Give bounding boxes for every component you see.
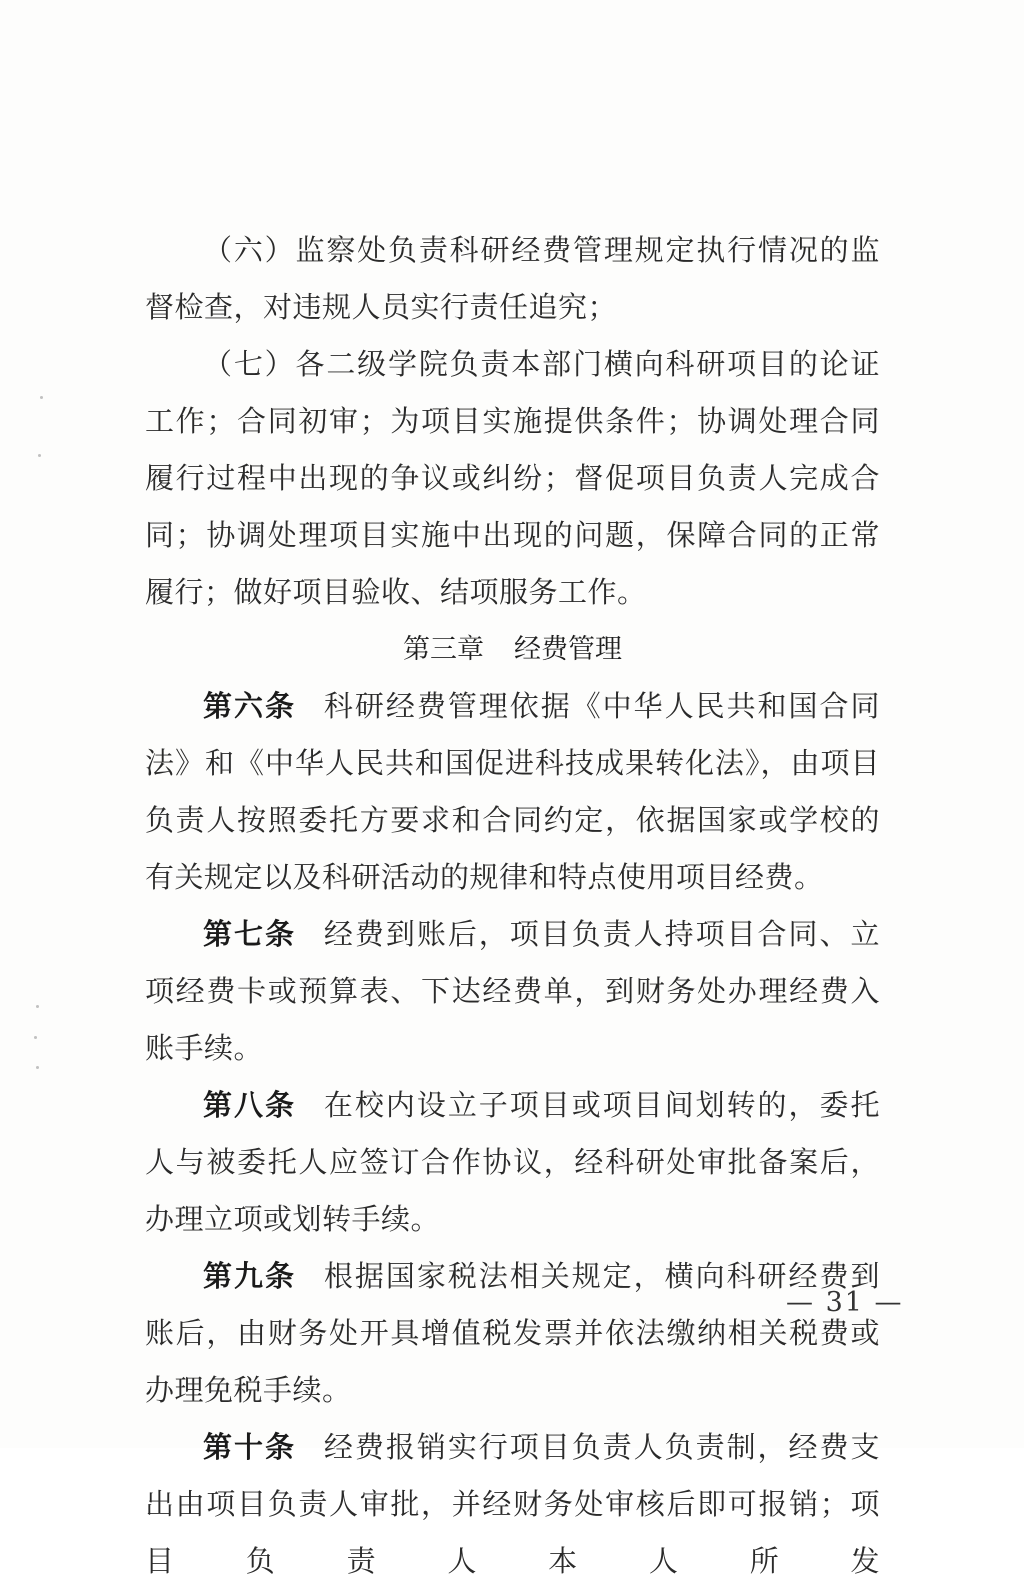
article-text: 在校内设立子项目或项目间划转的，委托人与被委托人应签订合作协议，经科研处审批备案后，办理立项或划转手续。 [145, 1088, 880, 1236]
scan-speck [34, 1036, 37, 1039]
page-number: — 31 — [786, 1287, 904, 1318]
paragraph-item-7: （七）各二级学院负责本部门横向科研项目的论证工作；合同初审；为项目实施提供条件；协调处理合同履行过程中出现的争议或纠纷；督促项目负责人完成合同；协调处理项目实施中出现的问题，保障合同的正常履行；做好项目验收、结项服务工作。 [145, 347, 880, 609]
article-label: 第九条 [203, 1259, 296, 1293]
scan-speck [36, 1005, 39, 1008]
article-label: 第七条 [203, 917, 296, 951]
paragraph-item-6: （六）监察处负责科研经费管理规定执行情况的监督检查，对违规人员实行责任追究； [145, 233, 880, 324]
chapter-title: 经费管理 [514, 634, 622, 665]
chapter-number: 第三章 [403, 634, 484, 665]
article-text: 经费报销实行项目负责人负责制，经费支出由项目负责人审批，并经财务处审核后即可报销；项目负责人本人所发 [145, 1430, 880, 1578]
scan-speck [36, 1066, 39, 1069]
article-text: 科研经费管理依据《中华人民共和国合同法》和《中华人民共和国促进科技成果转化法》，由项目负责人按照委托方要求和合同约定，依据国家或学校的有关规定以及科研活动的规律和特点使用项目经费。 [145, 689, 880, 894]
article-text: 经费到账后，项目负责人持项目合同、立项经费卡或预算表、下达经费单，到财务处办理经费入账手续。 [145, 917, 880, 1065]
document-body [145, 222, 880, 1590]
chapter-heading [145, 621, 880, 678]
article-10 [145, 1419, 880, 1590]
article-7 [145, 906, 880, 1077]
article-label: 第八条 [203, 1088, 296, 1122]
article-label: 第六条 [203, 689, 296, 723]
article-label: 第十条 [203, 1430, 296, 1464]
scan-speck [40, 396, 43, 399]
article-8 [145, 1077, 880, 1248]
article-6 [145, 678, 880, 906]
article-9 [145, 1248, 880, 1419]
article-text: 根据国家税法相关规定，横向科研经费到账后，由财务处开具增值税发票并依法缴纳相关税费或办理免税手续。 [145, 1259, 880, 1407]
scan-speck [38, 454, 41, 457]
